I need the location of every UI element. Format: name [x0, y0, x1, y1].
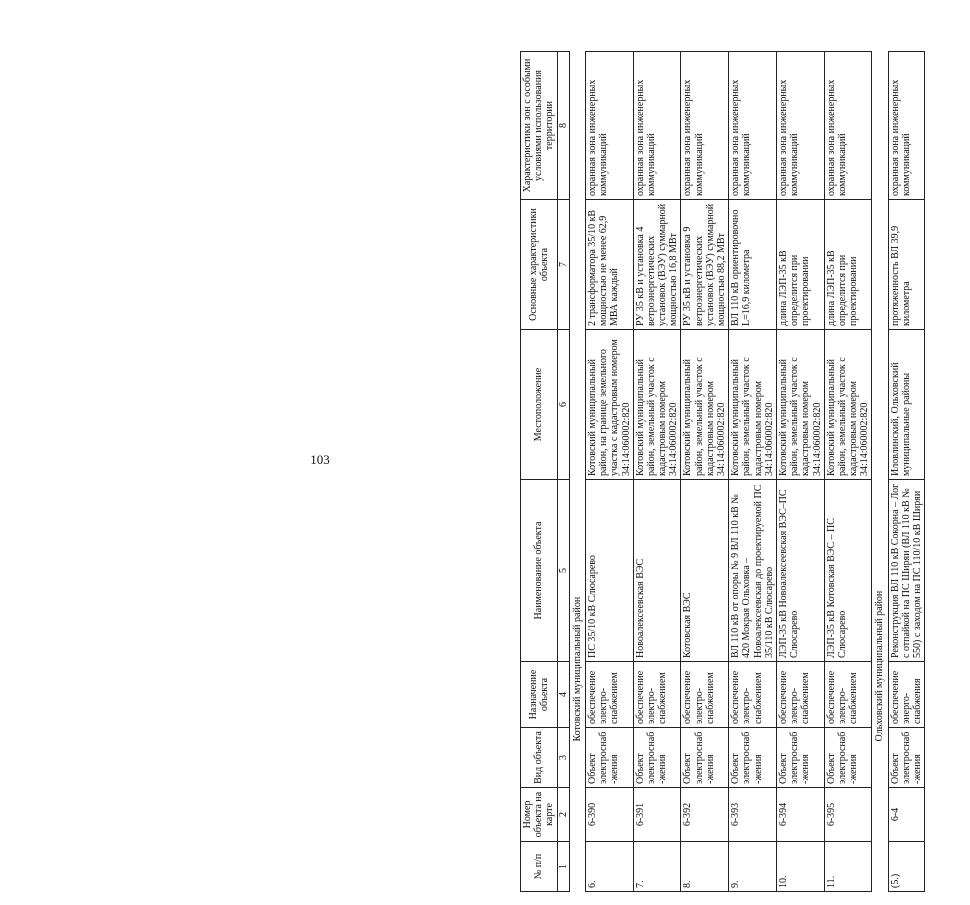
table-row [633, 52, 681, 892]
map-number-cell: 6-394 [776, 788, 824, 842]
column-header: Назначение объекта [521, 662, 558, 728]
zone-characteristics-cell: охранная зона инженерных коммуникаций [729, 52, 777, 200]
table-body [569, 52, 924, 892]
object-location-cell: Котовский муниципальный район, земельный участок с кадастровым номером 34:14:060002:820 [824, 330, 872, 480]
row-number-cell: 11. [824, 842, 872, 892]
zone-characteristics-cell: охранная зона инженерных коммуникаций [585, 52, 633, 200]
object-purpose-cell: обеспечение энерго-снабжения [888, 662, 925, 728]
table-row [585, 52, 633, 892]
column-header: № п/п [521, 842, 558, 892]
object-name-cell: ЛЭП-35 кВ Новоалексеевская ВЭС–ПС Слюсарево [776, 480, 824, 662]
zone-characteristics-cell: охранная зона инженерных коммуникаций [633, 52, 681, 200]
row-number-cell: 7. [633, 842, 681, 892]
column-number: 4 [557, 662, 569, 728]
object-specs-cell: 2 трансформатора 35/10 кВ мощностью не менее 62,9 МВА каждый [585, 200, 633, 330]
object-purpose-cell: обеспечение электро-снабжением [633, 662, 681, 728]
section-title: Котовский муниципальный район [569, 52, 585, 892]
object-purpose-cell: обеспечение электро-снабжением [776, 662, 824, 728]
object-name-cell: Котовская ВЭС [681, 480, 729, 662]
column-number: 5 [557, 480, 569, 662]
column-number: 8 [557, 52, 569, 200]
zone-characteristics-cell: охранная зона инженерных коммуникаций [888, 52, 925, 200]
object-specs-cell: длина ЛЭП-35 кВ определится при проектировании [824, 200, 872, 330]
object-purpose-cell: обеспечение электро-снабжением [681, 662, 729, 728]
object-specs-cell: ВЛ 110 кВ ориентировочно L=16,9 километра [729, 200, 777, 330]
zone-characteristics-cell: охранная зона инженерных коммуникаций [681, 52, 729, 200]
table-row [729, 52, 777, 892]
object-specs-cell: РУ 35 кВ и установка 4 ветроэнергетических установок (ВЭУ) суммарной мощностью 16,8 МВт [633, 200, 681, 330]
rotated-table-container [520, 52, 970, 892]
object-location-cell: Котовский муниципальный район, земельный участок с кадастровым номером 34:14:060002:820 [776, 330, 824, 480]
object-name-cell: Реконструкция ВЛ 110 кВ Сокорна – Лог с отпайкой на ПС Ширяи (ВЛ 110 кВ № 550) с заходом на ПС 110/10 кВ Ширяи [888, 480, 925, 662]
object-type-cell: Объект электроснаб-жения [776, 728, 824, 788]
row-number-cell: (5.) [888, 842, 925, 892]
object-type-cell: Объект электроснаб-жения [888, 728, 925, 788]
column-number: 2 [557, 788, 569, 842]
section-row [872, 52, 888, 892]
section-row [569, 52, 585, 892]
section-title: Ольховский муниципальный район [872, 52, 888, 892]
column-header: Наименование объекта [521, 480, 558, 662]
object-purpose-cell: обеспечение электро-снабжением [729, 662, 777, 728]
object-type-cell: Объект электроснаб-жения [729, 728, 777, 788]
object-specs-cell: протяженность ВЛ 39,9 километра [888, 200, 925, 330]
objects-table [520, 51, 925, 892]
row-number-cell: 10. [776, 842, 824, 892]
row-number-cell: 9. [729, 842, 777, 892]
zone-characteristics-cell: охранная зона инженерных коммуникаций [776, 52, 824, 200]
object-location-cell: Иловлинский, Ольховский муниципальные районы [888, 330, 925, 480]
object-purpose-cell: обеспечение электро-снабжением [824, 662, 872, 728]
table-row [824, 52, 872, 892]
map-number-cell: 6-4 [888, 788, 925, 842]
object-specs-cell: РУ 35 кВ и установка 9 ветроэнергетических установок (ВЭУ) суммарной мощностью 88,2 МВт [681, 200, 729, 330]
table-header-row [521, 52, 558, 892]
column-header: Характеристики зон с особыми условиями использования территории [521, 52, 558, 200]
column-header: Вид объекта [521, 728, 558, 788]
object-specs-cell: длина ЛЭП-35 кВ определится при проектировании [776, 200, 824, 330]
page-number: 103 [310, 452, 330, 467]
map-number-cell: 6-393 [729, 788, 777, 842]
object-name-cell: ЛЭП-35 кВ Котовская ВЭС – ПС Слюсарево [824, 480, 872, 662]
map-number-cell: 6-391 [633, 788, 681, 842]
column-number: 3 [557, 728, 569, 788]
row-number-cell: 8. [681, 842, 729, 892]
column-number: 7 [557, 200, 569, 330]
column-number-row [557, 52, 569, 892]
table-row [888, 52, 925, 892]
map-number-cell: 6-395 [824, 788, 872, 842]
object-location-cell: Котовский муниципальный район, земельный участок с кадастровым номером 34:14:060002:820 [681, 330, 729, 480]
object-location-cell: Котовский муниципальный район, земельный участок с кадастровым номером 34:14:060002:820 [729, 330, 777, 480]
object-type-cell: Объект электроснаб-жения [681, 728, 729, 788]
column-header: Местоположение [521, 330, 558, 480]
object-name-cell: Новоалексеевская ВЭС [633, 480, 681, 662]
object-name-cell: ВЛ 110 кВ от опоры № 9 ВЛ 110 кВ № 420 Мокрая Ольховка – Новоалексеевская до проектируемой ПС 35/110 кВ Слюсарево [729, 480, 777, 662]
map-number-cell: 6-392 [681, 788, 729, 842]
zone-characteristics-cell: охранная зона инженерных коммуникаций [824, 52, 872, 200]
column-number: 1 [557, 842, 569, 892]
object-location-cell: Котовский муниципальный район, земельный участок с кадастровым номером 34:14:060002:820 [633, 330, 681, 480]
object-purpose-cell: обеспечение электро-снабжением [585, 662, 633, 728]
table-row [776, 52, 824, 892]
table-row [681, 52, 729, 892]
object-type-cell: Объект электроснаб-жения [585, 728, 633, 788]
column-header: Основные характеристики объекта [521, 200, 558, 330]
column-header: Номер объекта на карте [521, 788, 558, 842]
map-number-cell: 6-390 [585, 788, 633, 842]
object-location-cell: Котовский муниципальный район, на границе земельного участка с кадастровым номером 34:14:060002:820 [585, 330, 633, 480]
object-type-cell: Объект электроснаб-жения [633, 728, 681, 788]
object-type-cell: Объект электроснаб-жения [824, 728, 872, 788]
column-number: 6 [557, 330, 569, 480]
object-name-cell: ПС 35/10 кВ Слюсарево [585, 480, 633, 662]
row-number-cell: 6. [585, 842, 633, 892]
